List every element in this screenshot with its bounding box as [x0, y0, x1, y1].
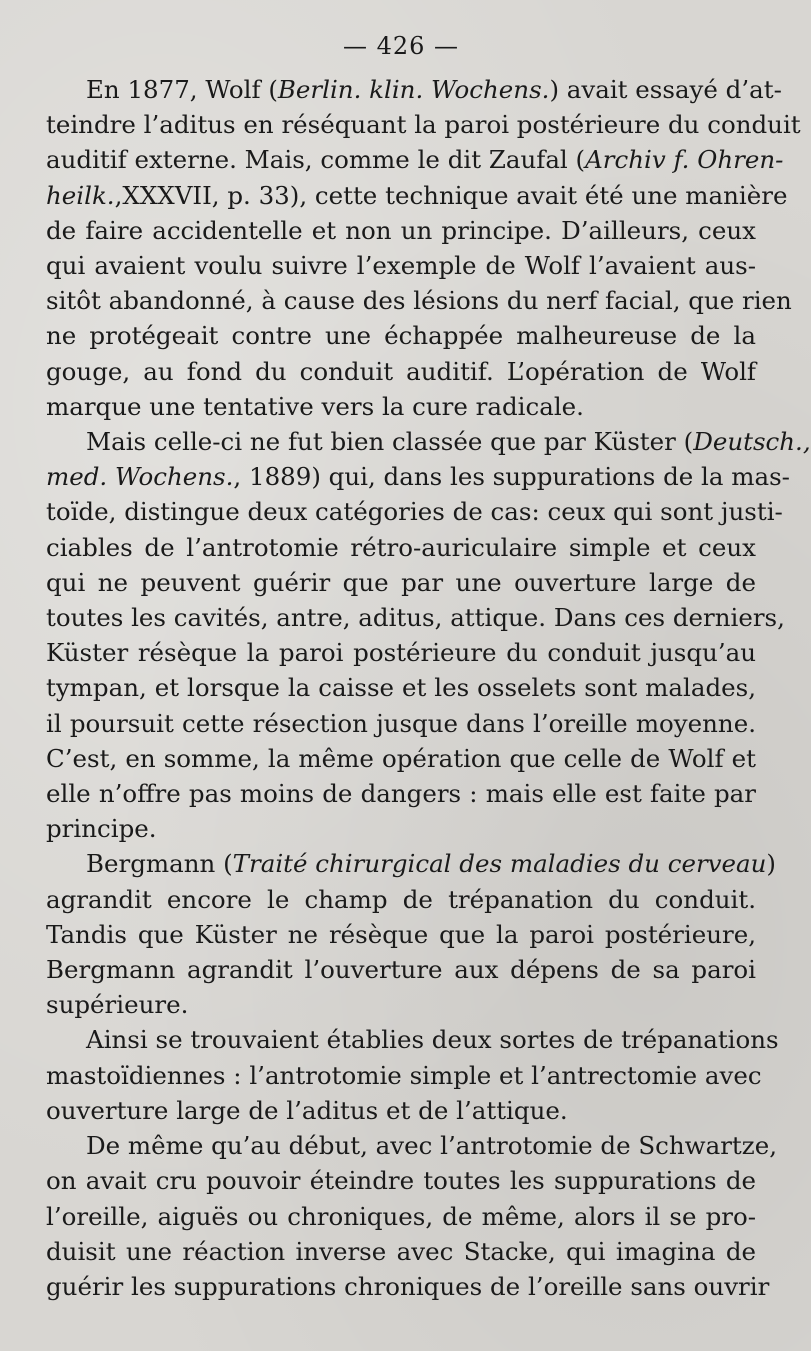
text-segment: qui ne peuvent guérir que par une ouverture large de	[46, 567, 756, 597]
text-segment: supérieure.	[46, 990, 189, 1020]
text-line	[46, 882, 756, 917]
page-number: — 426 —	[342, 32, 460, 60]
body-text	[46, 72, 811, 1304]
text-line	[46, 1093, 756, 1128]
text-segment: ,XXXVII, p. 33), cette technique avait été une manière	[114, 180, 788, 210]
italic-citation: Traité chirurgical des maladies du cerveau	[232, 849, 767, 879]
text-line	[46, 248, 756, 283]
italic-citation: med. Wochens.	[46, 462, 234, 492]
text-segment: gouge, au fond du conduit auditif. L’opération de Wolf	[46, 356, 756, 386]
text-segment: tympan, et lorsque la caisse et les osselets sont malades,	[46, 673, 756, 703]
text-line	[46, 706, 756, 741]
text-line	[46, 776, 756, 811]
text-segment: En 1877, Wolf (	[86, 75, 278, 104]
text-line	[46, 1163, 756, 1198]
text-segment: elle n’offre pas moins de dangers : mais elle est faite par	[46, 779, 756, 809]
text-segment: C’est, en somme, la même opération que celle de Wolf et	[46, 743, 756, 773]
text-segment: Ainsi se trouvaient établies deux sortes de trépanations	[86, 1025, 779, 1055]
text-segment: Tandis que Küster ne résèque que la paroi postérieure,	[46, 919, 756, 949]
text-segment: Bergmann agrandit l’ouverture aux dépens de sa paroi	[46, 955, 756, 985]
text-line	[46, 917, 756, 952]
paragraph	[46, 1128, 777, 1304]
text-line	[46, 846, 776, 881]
text-segment: principe.	[46, 814, 157, 844]
text-segment: toïde, distingue deux catégories de cas: ceux qui sont justi-	[46, 497, 783, 527]
text-segment: qui avaient voulu suivre l’exemple de Wolf l’avaient aus-	[46, 251, 756, 281]
text-segment: auditif externe. Mais, comme le dit Zaufal (	[46, 145, 586, 175]
text-segment: )	[766, 849, 776, 879]
text-line	[46, 1058, 762, 1093]
italic-citation: Berlin. klin. Wochens.	[277, 75, 550, 104]
text-line	[46, 811, 756, 846]
text-segment: il poursuit cette résection jusque dans l’oreille moyenne.	[46, 708, 756, 738]
text-line	[46, 741, 756, 776]
text-segment: Mais celle-ci ne fut bien classée que par Küster (	[86, 427, 694, 457]
text-segment: ouverture large de l’aditus et de l’attique.	[46, 1095, 568, 1125]
text-line	[46, 952, 756, 987]
text-segment: ne protégeait contre une échappée malheureuse de la	[46, 321, 756, 351]
text-line	[46, 389, 756, 424]
text-segment: , 1889) qui, dans les suppurations de la mas-	[233, 462, 790, 492]
text-segment: guérir les suppurations chroniques de l’oreille sans ouvrir	[46, 1271, 770, 1301]
paragraph	[46, 72, 801, 424]
text-line	[46, 283, 792, 318]
italic-citation: Archiv f. Ohren-	[585, 145, 784, 175]
text-line	[46, 635, 756, 670]
text-line	[46, 178, 788, 213]
text-line	[46, 1128, 777, 1163]
text-line	[46, 354, 756, 389]
text-line	[46, 1269, 770, 1304]
text-line	[46, 987, 756, 1022]
text-segment: de faire accidentelle et non un principe. D’ailleurs, ceux	[46, 215, 756, 245]
text-line	[46, 670, 756, 705]
paragraph	[46, 424, 811, 846]
italic-citation: heilk.	[46, 180, 115, 210]
text-segment: De même qu’au début, avec l’antrotomie de Schwartze,	[86, 1131, 777, 1161]
text-segment: Bergmann (	[86, 849, 233, 879]
text-line	[46, 72, 782, 107]
text-line	[46, 107, 801, 142]
text-segment: ciables de l’antrotomie rétro-auriculaire simple et ceux	[46, 532, 756, 562]
text-line	[46, 459, 790, 494]
text-line	[46, 494, 783, 529]
text-segment: teindre l’aditus en réséquant la paroi postérieure du conduit	[46, 110, 801, 140]
text-segment: ) avait essayé d’at-	[549, 75, 782, 104]
text-segment: duisit une réaction inverse avec Stacke, qui imagina de	[46, 1236, 756, 1266]
text-line	[46, 530, 756, 565]
text-line	[46, 213, 756, 248]
text-line	[46, 565, 756, 600]
text-line	[46, 318, 756, 353]
text-segment: sitôt abandonné, à cause des lésions du nerf facial, que rien	[46, 286, 792, 316]
text-segment: mastoïdiennes : l’antrotomie simple et l’antrectomie avec	[46, 1060, 762, 1090]
italic-citation: Deutsch.,	[693, 427, 811, 457]
text-segment: Küster résèque la paroi postérieure du conduit jusqu’au	[46, 638, 756, 668]
text-segment: agrandit encore le champ de trépanation du conduit.	[46, 884, 756, 914]
paragraph	[46, 846, 776, 1022]
text-line	[46, 1199, 756, 1234]
paragraph	[46, 1022, 779, 1128]
text-segment: on avait cru pouvoir éteindre toutes les suppurations de	[46, 1166, 756, 1196]
text-line	[46, 142, 784, 177]
text-line	[46, 1022, 779, 1057]
text-line	[46, 600, 785, 635]
text-segment: l’oreille, aiguës ou chroniques, de même, alors il se pro-	[46, 1201, 756, 1231]
text-line	[46, 424, 811, 459]
text-segment: toutes les cavités, antre, aditus, attique. Dans ces derniers,	[46, 603, 785, 633]
text-segment: marque une tentative vers la cure radicale.	[46, 391, 584, 421]
text-line	[46, 1234, 756, 1269]
